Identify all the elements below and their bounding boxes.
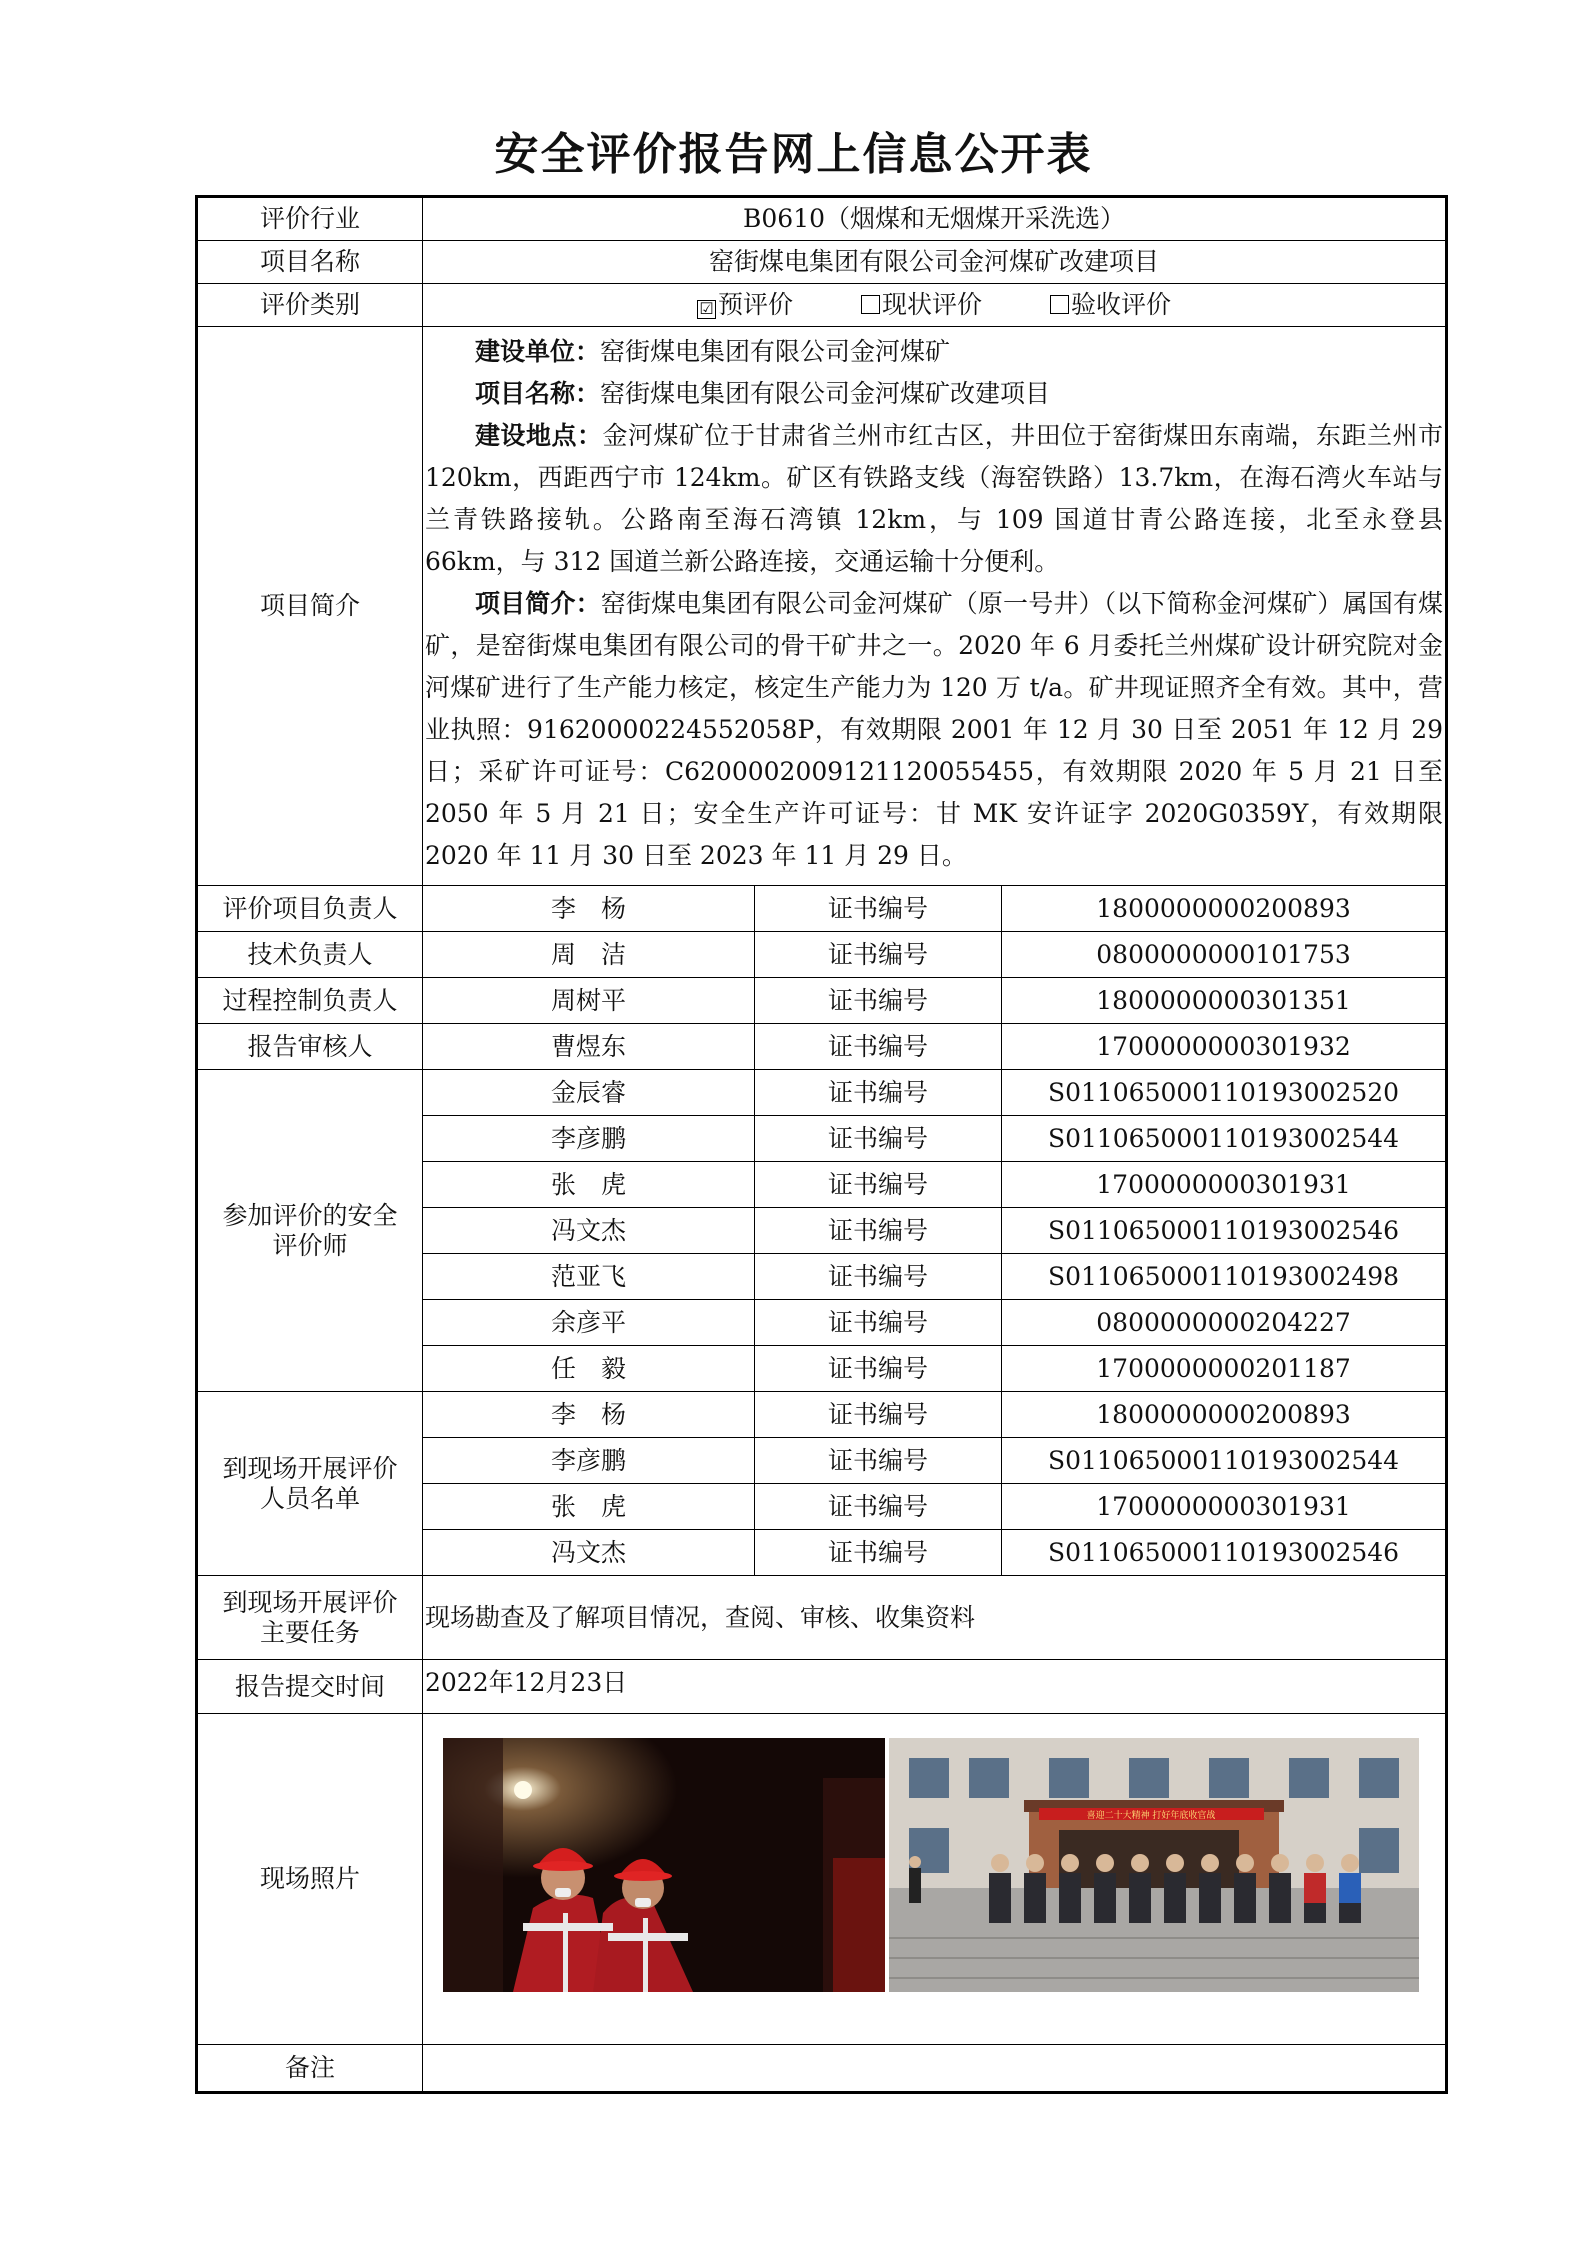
leader-name: 李 杨 xyxy=(423,886,755,932)
evaluator-cert: S011065000110193002520 xyxy=(1002,1070,1447,1116)
evaluators-label-line2: 评价师 xyxy=(272,1230,348,1260)
cert-label: 证书编号 xyxy=(755,886,1002,932)
intro-label: 项目简介 xyxy=(197,327,423,886)
category-option-label: 现状评价 xyxy=(882,290,983,319)
submit-label: 报告提交时间 xyxy=(197,1660,423,1714)
photos-label: 现场照片 xyxy=(197,1714,423,2045)
category-label: 评价类别 xyxy=(197,284,423,327)
onsite-name: 李彦鹏 xyxy=(423,1438,755,1484)
cert-label: 证书编号 xyxy=(755,932,1002,978)
cert-label: 证书编号 xyxy=(755,1438,1002,1484)
category-options xyxy=(423,284,1447,327)
cert-label: 证书编号 xyxy=(755,1346,1002,1392)
row-submit xyxy=(197,1660,1447,1714)
onsite-name: 张 虎 xyxy=(423,1484,755,1530)
project-name-value: 窑街煤电集团有限公司金河煤矿改建项目 xyxy=(423,241,1447,284)
leader-name: 周树平 xyxy=(423,978,755,1024)
row-tasks xyxy=(197,1576,1447,1660)
row-onsite xyxy=(197,1392,1447,1438)
builder-label: 建设单位： xyxy=(475,337,601,366)
project-name-label: 项目名称 xyxy=(197,241,423,284)
summary-label: 项目简介： xyxy=(475,589,601,618)
cert-label: 证书编号 xyxy=(755,1392,1002,1438)
photo-underground-workers xyxy=(443,1738,885,1992)
banner-text: 喜迎二十大精神 打好年底收官战 xyxy=(1086,1811,1216,1821)
cert-label: 证书编号 xyxy=(755,1208,1002,1254)
onsite-cert: S011065000110193002546 xyxy=(1002,1530,1447,1576)
info-table xyxy=(195,195,1448,2094)
category-option-status[interactable] xyxy=(861,290,982,320)
summary-value: 窑街煤电集团有限公司金河煤矿（原一号井）（以下简称金河煤矿）属国有煤矿，是窑街煤电集团有限公司的骨干矿井之一。2020 年 6 月委托兰州煤矿设计研究院对金河煤矿进行了生产能力核定，核定生产能力为 120 万 t/a。矿井现证照齐全有效。其中，营业执照：91620000224552058P，有效期限 2001 年 12 月 30 日至 2051 年 12 月 29 日；采矿许可证号：C6200002009121120055455，有效期限 2020 年 5 月 21 日至 2050 年 5 月 21 日；安全生产许可证号：甘 MK 安许证字 2020G0359Y，有效期限 2020 年 11 月 30 日至 2023 年 11 月 29 日。 xyxy=(425,589,1444,870)
cert-label: 证书编号 xyxy=(755,1070,1002,1116)
row-project-name xyxy=(197,241,1447,284)
category-option-acceptance[interactable] xyxy=(1050,290,1171,320)
row-intro xyxy=(197,327,1447,886)
row-leader xyxy=(197,886,1447,932)
cert-label: 证书编号 xyxy=(755,978,1002,1024)
category-option-label: 验收评价 xyxy=(1070,290,1171,319)
remarks-label: 备注 xyxy=(197,2045,423,2093)
leader-cert: 0800000000101753 xyxy=(1002,932,1447,978)
remarks-value xyxy=(423,2045,1447,2093)
leader-role: 过程控制负责人 xyxy=(197,978,423,1024)
cert-label: 证书编号 xyxy=(755,1530,1002,1576)
onsite-label xyxy=(197,1392,423,1576)
leader-role: 技术负责人 xyxy=(197,932,423,978)
intro-name xyxy=(425,373,1443,415)
cert-label: 证书编号 xyxy=(755,1116,1002,1162)
onsite-cert: 1800000000200893 xyxy=(1002,1392,1447,1438)
evaluator-name: 余彦平 xyxy=(423,1300,755,1346)
evaluators-label-line1: 参加评价的安全 xyxy=(222,1200,398,1230)
cert-label: 证书编号 xyxy=(755,1162,1002,1208)
evaluator-name: 金辰睿 xyxy=(423,1070,755,1116)
category-option-pre[interactable] xyxy=(697,290,793,320)
tasks-value: 现场勘查及了解项目情况，查阅、审核、收集资料 xyxy=(423,1576,1447,1660)
category-option-label: 预评价 xyxy=(718,290,794,319)
cert-label: 证书编号 xyxy=(755,1484,1002,1530)
empty-box-icon[interactable] xyxy=(1050,295,1069,314)
name-label: 项目名称： xyxy=(475,379,601,408)
evaluator-cert: 1700000000301931 xyxy=(1002,1162,1447,1208)
tasks-label xyxy=(197,1576,423,1660)
page-title: 安全评价报告网上信息公开表 xyxy=(494,129,1093,180)
evaluator-name: 冯文杰 xyxy=(423,1208,755,1254)
empty-box-icon[interactable] xyxy=(861,295,880,314)
tasks-label-line2: 主要任务 xyxy=(259,1617,360,1647)
onsite-label-line2: 人员名单 xyxy=(259,1483,360,1513)
intro-builder xyxy=(425,331,1443,373)
builder-value: 窑街煤电集团有限公司金河煤矿 xyxy=(600,337,951,366)
onsite-label-line1: 到现场开展评价 xyxy=(222,1453,398,1483)
photos-cell xyxy=(423,1714,1447,2045)
onsite-name: 李 杨 xyxy=(423,1392,755,1438)
evaluator-name: 张 虎 xyxy=(423,1162,755,1208)
leader-cert: 1700000000301932 xyxy=(1002,1024,1447,1070)
location-label: 建设地点： xyxy=(475,421,603,450)
leader-role: 评价项目负责人 xyxy=(197,886,423,932)
onsite-name: 冯文杰 xyxy=(423,1530,755,1576)
row-industry xyxy=(197,197,1447,241)
location-value: 金河煤矿位于甘肃省兰州市红古区，井田位于窑街煤田东南端，东距兰州市 120km，西距西宁市 124km。矿区有铁路支线（海窑铁路）13.7km，在海石湾火车站与兰青铁路接轨。公路南至海石湾镇 12km，与 109 国道甘青公路连接，北至永登县 66km，与 312 国道兰新公路连接，交通运输十分便利。 xyxy=(425,421,1444,576)
industry-value: B0610（烟煤和无烟煤开采洗选） xyxy=(423,197,1447,241)
row-leader xyxy=(197,978,1447,1024)
leader-cert: 1800000000200893 xyxy=(1002,886,1447,932)
photo-group-image xyxy=(889,1738,1419,1992)
cert-label: 证书编号 xyxy=(755,1300,1002,1346)
evaluator-cert: S011065000110193002498 xyxy=(1002,1254,1447,1300)
leader-name: 曹煜东 xyxy=(423,1024,755,1070)
onsite-cert: S011065000110193002544 xyxy=(1002,1438,1447,1484)
cert-label: 证书编号 xyxy=(755,1024,1002,1070)
evaluator-name: 任 毅 xyxy=(423,1346,755,1392)
evaluator-cert: S011065000110193002544 xyxy=(1002,1116,1447,1162)
evaluator-cert: 0800000000204227 xyxy=(1002,1300,1447,1346)
onsite-cert: 1700000000301931 xyxy=(1002,1484,1447,1530)
evaluator-cert: 1700000000201187 xyxy=(1002,1346,1447,1392)
row-leader xyxy=(197,1024,1447,1070)
evaluator-name: 李彦鹏 xyxy=(423,1116,755,1162)
row-evaluator xyxy=(197,1070,1447,1116)
leader-cert: 1800000000301351 xyxy=(1002,978,1447,1024)
name-value: 窑街煤电集团有限公司金河煤矿改建项目 xyxy=(600,379,1051,408)
row-remarks xyxy=(197,2045,1447,2093)
intro-content xyxy=(423,327,1447,886)
tasks-label-line1: 到现场开展评价 xyxy=(222,1587,398,1617)
photo-group-outdoor xyxy=(889,1738,1419,1992)
leader-role: 报告审核人 xyxy=(197,1024,423,1070)
evaluator-cert: S011065000110193002546 xyxy=(1002,1208,1447,1254)
evaluator-name: 范亚飞 xyxy=(423,1254,755,1300)
row-leader xyxy=(197,932,1447,978)
checked-box-icon[interactable]: ☑ xyxy=(697,300,716,319)
row-category xyxy=(197,284,1447,327)
leader-name: 周 洁 xyxy=(423,932,755,978)
cert-label: 证书编号 xyxy=(755,1254,1002,1300)
industry-label: 评价行业 xyxy=(197,197,423,241)
evaluators-label xyxy=(197,1070,423,1392)
intro-location xyxy=(425,415,1443,583)
intro-summary xyxy=(425,583,1443,877)
photo-underground-image xyxy=(443,1738,885,1992)
row-photos xyxy=(197,1714,1447,2045)
submit-value: 2022年12月23日 xyxy=(423,1660,1447,1714)
